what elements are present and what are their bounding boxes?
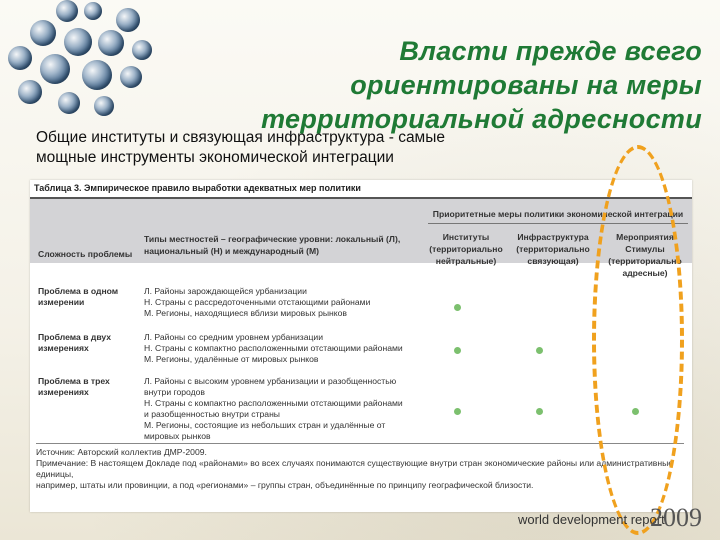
slide-title — [210, 34, 702, 136]
mark-dot — [536, 347, 543, 354]
col-label: связующая) — [527, 256, 579, 266]
col-label: Типы местностей – географические уровни: локальный (Л), — [144, 234, 401, 244]
brand-text: world development report — [518, 512, 665, 527]
col-types — [144, 233, 414, 257]
row-name-line: Проблема в двух — [38, 332, 112, 342]
col-label: национальный (Н) и международный (М) — [144, 246, 320, 256]
note-line: Примечание: В настоящем Докладе под «районами» во всех случаях понимаются существующие внутри стран экономические районы или административные единицы, — [36, 458, 674, 479]
mark-dot — [454, 408, 461, 415]
row-name — [38, 286, 138, 308]
mark-dot — [536, 408, 543, 415]
type-line: М. Регионы, находящиеся вблизи мировых рынков — [144, 308, 347, 318]
brand-year: 2009 — [650, 503, 702, 532]
subtitle-line: Общие институты и связующая инфраструктура - самые — [36, 129, 445, 146]
col-infrastructure — [508, 231, 598, 267]
type-line: Н. Страны с компактно расположенными отстающими районами — [144, 398, 403, 408]
table-header — [30, 197, 692, 278]
col-label: Институты — [442, 232, 490, 242]
row-types — [144, 286, 414, 319]
subtitle-line: мощные инструменты экономической интеграции — [36, 149, 394, 166]
mark-dot — [454, 347, 461, 354]
type-line: и разобщенностью внутри страны — [144, 409, 280, 419]
row-name-line: Проблема в трех — [38, 376, 110, 386]
row-name-line: измерениях — [38, 343, 89, 353]
title-line: ориентированы на меры — [350, 70, 702, 100]
col-label: нейтральные) — [435, 256, 497, 266]
row-types — [144, 376, 414, 442]
row-name-line: измерении — [38, 297, 85, 307]
type-line: Л. Районы с высоким уровнем урбанизации и разобщенностью — [144, 376, 397, 386]
type-line: Н. Страны с рассредоточенными отстающими районами — [144, 297, 371, 307]
row-name-line: измерениях — [38, 387, 89, 397]
slide-subtitle — [36, 128, 576, 168]
col-complexity: Сложность проблемы — [38, 249, 133, 259]
table-caption: Таблица 3. Эмпирическое правило выработки адекватных мер политики — [34, 183, 361, 193]
row-name-line: Проблема в одном — [38, 286, 119, 296]
type-line: мировых рынков — [144, 431, 211, 441]
highlight-oval — [592, 145, 684, 535]
type-line: Л. Районы зарождающейся урбанизации — [144, 286, 307, 296]
type-line: М. Регионы, удалённые от мировых рынков — [144, 354, 319, 364]
note-line: например, штаты или провинции, а под «регионами» – группы стран, объединённые по принципу географической близости. — [36, 480, 534, 490]
title-line: территориальной адресности — [261, 104, 702, 134]
type-line: М. Регионы, состоящие из небольших стран и удалённые от — [144, 420, 386, 430]
globes-logo — [0, 0, 170, 130]
col-label: (территориально — [608, 256, 682, 266]
mark-dot — [454, 304, 461, 311]
type-line: Л. Районы со средним уровнем урбанизации — [144, 332, 324, 342]
row-name — [38, 376, 138, 398]
table-footnote — [36, 443, 684, 491]
title-line: Власти прежде всего — [399, 36, 702, 66]
source-line: Источник: Авторский коллектив ДМР-2009. — [36, 447, 207, 457]
row-types — [144, 332, 414, 365]
type-line: Н. Страны с компактно расположенными отстающими районами — [144, 343, 403, 353]
col-label: Инфраструктура — [517, 232, 589, 242]
row-name — [38, 332, 138, 354]
col-label: Мероприятия Стимулы — [616, 232, 674, 254]
group-header: Приоритетные меры политики экономической интеграции — [432, 209, 684, 219]
col-label: (территориально — [516, 244, 590, 254]
col-label: адресные) — [622, 268, 668, 278]
type-line: внутри городов — [144, 387, 205, 397]
col-label: (территориально — [429, 244, 503, 254]
col-institutions — [428, 231, 504, 267]
